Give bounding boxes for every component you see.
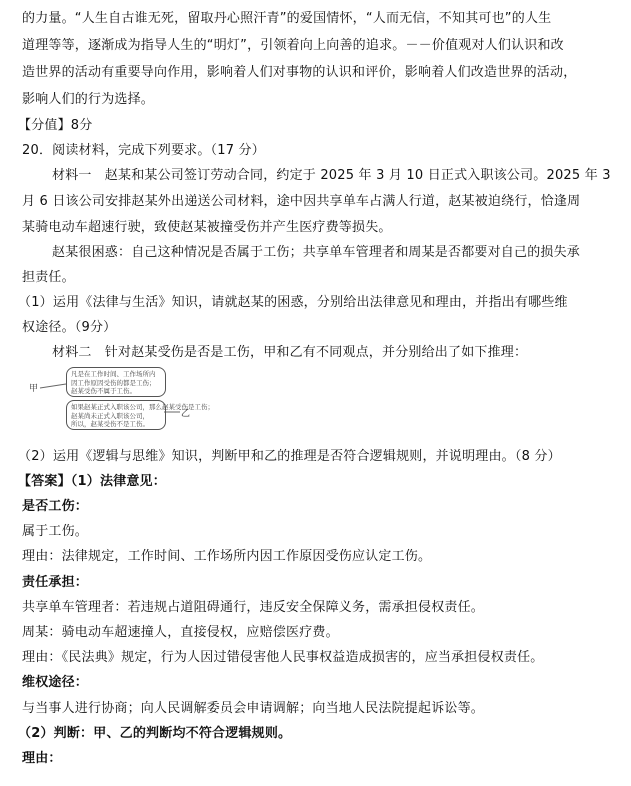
sub-question-1: （1）运用《法律与生活》知识，请就赵某的困惑，分别给出法律意见和理由，并指出有哪些维 xyxy=(18,295,568,310)
answer-line: 属于工伤。 xyxy=(22,524,89,539)
material-1-line: 月 6 日该公司安排赵某外出递送公司材料，途中因共享单车占满人行道，赵某被迫绕行，恰逢周 xyxy=(22,194,581,209)
yi-reasoning-box: 如果赵某正式入职该公司，那么赵某受伤是工伤； 赵某尚未正式入职该公司， 所以，赵某受伤不是工伤。 xyxy=(66,400,166,430)
paragraph-line: 的力量。“人生自古谁无死，留取丹心照汗青”的爱国情怀，“人而无信，不知其可也”的人生 xyxy=(22,11,552,26)
answer-line: 共享单车管理者：若违规占道阻碍通行，违反安全保障义务，需承担侵权责任。 xyxy=(22,600,485,615)
paragraph-line: 道理等等，逐渐成为指导人生的“明灯”，引领着向上向善的追求。－－价值观对人们认识和改 xyxy=(22,38,564,53)
answer-subheading: 责任承担： xyxy=(22,575,89,590)
answer-line: 与当事人进行协商；向人民调解委员会申请调解；向当地人民法院提起诉讼等。 xyxy=(22,701,485,716)
material-1-line: 赵某很困惑：自己这种情况是否属于工伤；共享单车管理者和周某是否都要对自己的损失承 xyxy=(52,245,581,260)
answer-line: 理由：法律规定，工作时间、工作场所内因工作原因受伤应认定工伤。 xyxy=(22,549,432,564)
answer-line: 周某：骑电动车超速撞人，直接侵权，应赔偿医疗费。 xyxy=(22,625,339,640)
answer-subheading: 理由： xyxy=(22,751,62,766)
answer-heading: 【答案】（1）法律意见： xyxy=(18,474,166,489)
person-yi-label: 乙 xyxy=(181,409,191,419)
material-2-line: 材料二 针对赵某受伤是否是工伤，甲和乙有不同观点，并分别给出了如下推理： xyxy=(52,345,528,360)
question-20-heading: 20．阅读材料，完成下列要求。（17 分） xyxy=(22,143,265,158)
person-jia-label: 甲 xyxy=(29,384,39,394)
material-1-line: 某骑电动车超速行驶，致使赵某被撞受伤并产生医疗费等损失。 xyxy=(22,220,392,235)
paragraph-line: 造世界的活动有重要导向作用，影响着人们对事物的认识和评价，影响着人们改造世界的活动， xyxy=(22,65,577,80)
answer-subheading: 是否工伤： xyxy=(22,499,89,514)
answer-subheading: （2）判断：甲、乙的判断均不符合逻辑规则。 xyxy=(18,726,292,741)
material-1-line: 材料一 赵某和某公司签订劳动合同，约定于 2025 年 3 月 10 日正式入职该公司。2025 年 3 xyxy=(52,168,611,183)
material-1-line: 担责任。 xyxy=(22,270,75,285)
jia-reasoning-box: 凡是在工作时间、工作场所内 因工作原因受伤的都是工伤； 赵某受伤不属于工伤。 xyxy=(66,367,166,397)
answer-line: 理由：《民法典》规定，行为人因过错侵害他人民事权益造成损害的，应当承担侵权责任。 xyxy=(22,650,544,665)
paragraph-line: 影响人们的行为选择。 xyxy=(22,92,155,107)
answer-subheading: 维权途径： xyxy=(22,675,89,690)
sub-question-2: （2）运用《逻辑与思维》知识，判断甲和乙的推理是否符合逻辑规则，并说明理由。（8 分） xyxy=(18,449,561,464)
sub-question-1: 权途径。（9分） xyxy=(22,320,117,335)
score-label: 【分值】8分 xyxy=(18,118,93,133)
